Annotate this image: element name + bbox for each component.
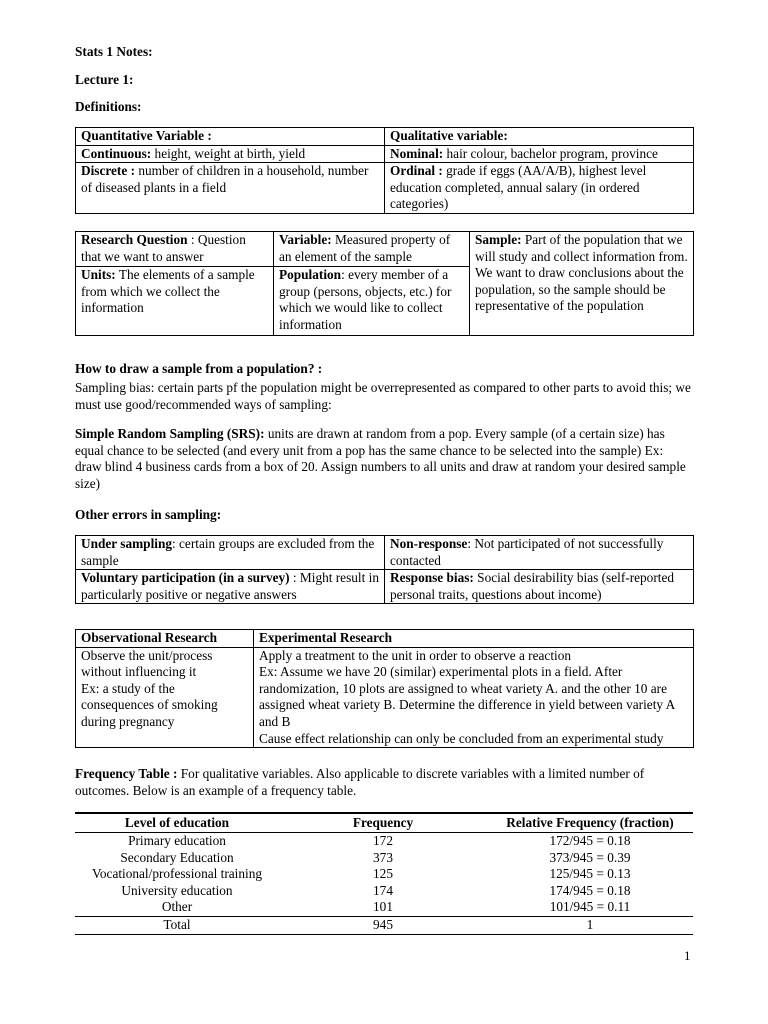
table-row (75, 833, 693, 850)
non-response-cell: Non-response: Not participated of not successfully contacted (385, 536, 694, 570)
frequency-table-paragraph: Frequency Table : For qualitative variables. Also applicable to discrete variables with a limited number of outcomes. Below is an example of a frequency table. (75, 766, 645, 798)
observational-definition: Observe the unit/process without influencing it (81, 647, 213, 680)
table-cell: 945 (279, 916, 487, 934)
table-cell: 174/945 = 0.18 (549, 882, 631, 898)
table-cell: 101 (373, 899, 393, 915)
under-sampling-cell: Under sampling: certain groups are excluded from the sample (76, 536, 385, 570)
units-cell: Units: The elements of a sample from which we collect the information (76, 267, 274, 336)
table-cell: 172 (373, 833, 393, 848)
table-cell: 373 (373, 849, 393, 865)
table-cell: 101/945 = 0.11 (549, 899, 631, 915)
table-row (75, 883, 693, 900)
column-header: Frequency (279, 813, 487, 833)
experimental-conclusion: Cause effect relationship can only be concluded from an experimental study (259, 730, 664, 746)
doc-title: Stats 1 Notes: (75, 44, 153, 59)
definitions-heading: Definitions: (75, 99, 142, 114)
experimental-cell (254, 647, 694, 748)
errors-table (75, 535, 694, 604)
table-cell: 174 (373, 882, 393, 898)
ordinal-cell: Ordinal : grade if eggs (AA/A/B), highest level education completed, annual salary (in ordered categories) (385, 163, 694, 214)
srs-paragraph: Simple Random Sampling (SRS): units are drawn at random from a pop. Every sample (of a certain size) has equal chance to be selected (and every unit from a pop has the same chance to be selected into the sample) Ex: draw blind 4 business cards from a box of 20. Assign numbers to all units and draw at random your desired sample size) (75, 426, 686, 491)
research-question-cell: Research Question : Question that we want to answer (76, 232, 274, 267)
research-definitions-table (75, 231, 694, 336)
page-number: 1 (684, 948, 691, 963)
table-cell: 125/945 = 0.13 (549, 866, 631, 882)
observational-example: Ex: a study of the consequences of smoking during pregnancy (81, 680, 218, 729)
table-cell: 125 (373, 866, 393, 882)
table-cell: Total (75, 916, 279, 934)
table-cell: Vocational/professional training (92, 866, 262, 882)
table-cell: 1 (487, 916, 693, 934)
lecture-heading: Lecture 1: (75, 72, 134, 87)
experimental-header: Experimental Research (254, 630, 694, 648)
column-header: Relative Frequency (fraction) (487, 813, 693, 833)
nominal-cell: Nominal: hair colour, bachelor program, province (385, 145, 694, 163)
sampling-heading: How to draw a sample from a population? : (75, 361, 323, 376)
table-cell: 373/945 = 0.39 (549, 849, 631, 865)
response-bias-cell: Response bias: Social desirability bias (self-reported personal traits, questions about income) (385, 570, 694, 604)
variables-table (75, 127, 694, 214)
other-errors-heading: Other errors in sampling: (75, 507, 222, 522)
column-header: Level of education (75, 813, 279, 833)
qual-header-cell: Qualitative variable: (385, 128, 694, 146)
table-cell: Primary education (128, 833, 226, 848)
frequency-table (75, 812, 693, 935)
experimental-example: Ex: Assume we have 20 (similar) experimental plots in a field. After randomization, 10 plots are assigned to wheat variety A. and the other 10 are assigned wheat variety B. Determine the difference in yield between variety A and B (259, 664, 675, 729)
observational-header: Observational Research (76, 630, 254, 648)
research-types-table (75, 629, 694, 748)
total-row (75, 916, 693, 934)
voluntary-participation-cell: Voluntary participation (in a survey) : Might result in particularly positive or negative answers (76, 570, 385, 604)
experimental-definition: Apply a treatment to the unit in order to observe a reaction (259, 647, 572, 663)
table-cell: Other (161, 899, 193, 915)
table-row (75, 899, 693, 916)
population-cell: Population: every member of a group (persons, objects, etc.) for which we would like to collect information (274, 267, 470, 336)
variable-cell: Variable: Measured property of an element of the sample (274, 232, 470, 267)
table-cell: Secondary Education (120, 849, 234, 865)
table-row (75, 850, 693, 867)
table-row (75, 866, 693, 883)
sample-cell: Sample: Part of the population that we will study and collect information from. We want to draw conclusions about the population, so the sample should be representative of the population (470, 232, 694, 336)
discrete-cell: Discrete : number of children in a household, number of diseased plants in a field (76, 163, 385, 214)
observational-cell (76, 647, 254, 748)
sampling-bias-text: Sampling bias: certain parts pf the population might be overrepresented as compared to other parts to avoid this; we must use good/recommended ways of sampling: (75, 380, 691, 412)
table-cell: University education (121, 882, 233, 898)
continuous-cell: Continuous: height, weight at birth, yield (76, 145, 385, 163)
table-cell: 172/945 = 0.18 (549, 833, 631, 848)
quant-header-cell: Quantitative Variable : (76, 128, 385, 146)
